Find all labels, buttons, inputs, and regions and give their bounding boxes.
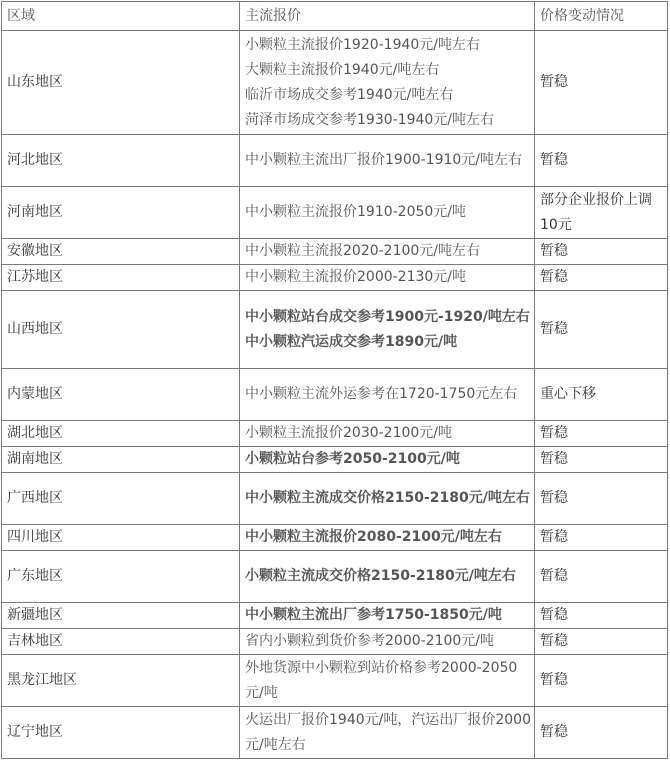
change-cell: 暂稳 <box>535 447 668 473</box>
price-line: 中小颗粒站台成交参考1900元-1920/吨左右 <box>245 308 530 325</box>
price-line: 小颗粒主流成交价格2150-2180元/吨左右 <box>245 568 516 584</box>
table-row <box>2 447 668 473</box>
change-cell: 暂稳 <box>535 473 668 525</box>
header-region: 区域 <box>2 2 240 31</box>
price-line: 火运出厂报价1940元/吨，汽运出厂报价2000元/吨左右 <box>245 711 531 753</box>
price-line: 中小颗粒主流报价2000-2130元/吨 <box>245 269 467 285</box>
change-cell: 暂稳 <box>535 603 668 629</box>
table-header-row <box>2 2 668 31</box>
table-row <box>2 629 668 655</box>
table-row <box>2 473 668 525</box>
region-cell: 黑龙江地区 <box>2 655 240 707</box>
price-line: 省内小颗粒到货价参考2000-2100元/吨 <box>245 633 495 649</box>
region-cell: 辽宁地区 <box>2 707 240 759</box>
price-line: 小颗粒主流报价1920-1940元/吨左右 <box>245 36 481 53</box>
price-line: 小颗粒主流报价2030-2100元/吨 <box>245 425 453 441</box>
price-cell <box>240 421 535 447</box>
region-cell: 河南地区 <box>2 187 240 239</box>
region-cell: 四川地区 <box>2 525 240 551</box>
price-line: 菏泽市场成交参考1930-1940元/吨左右 <box>245 111 495 128</box>
price-line: 中小颗粒主流出厂参考1750-1850元/吨 <box>245 607 502 623</box>
price-line: 大颗粒主流报价1940元/吨左右 <box>245 61 440 78</box>
change-cell: 暂稳 <box>535 31 668 135</box>
table-row <box>2 239 668 265</box>
table-row <box>2 655 668 707</box>
price-cell <box>240 187 535 239</box>
table-row <box>2 525 668 551</box>
price-cell <box>240 369 535 421</box>
table-row <box>2 707 668 759</box>
region-cell: 湖北地区 <box>2 421 240 447</box>
price-cell <box>240 135 535 187</box>
region-cell: 安徽地区 <box>2 239 240 265</box>
header-change: 价格变动情况 <box>535 2 668 31</box>
region-cell: 广西地区 <box>2 473 240 525</box>
table-row <box>2 369 668 421</box>
price-line: 中小颗粒主流报价2080-2100元/吨左右 <box>245 529 502 545</box>
price-cell <box>240 239 535 265</box>
price-cell <box>240 265 535 291</box>
price-line: 中小颗粒汽运成交参考1890元/吨 <box>245 333 458 350</box>
table-row <box>2 135 668 187</box>
price-cell <box>240 525 535 551</box>
table-row <box>2 31 668 135</box>
table-row <box>2 421 668 447</box>
price-cell <box>240 473 535 525</box>
price-cell <box>240 31 535 135</box>
table-row <box>2 265 668 291</box>
price-line: 中小颗粒主流出厂报价1900-1910元/吨左右 <box>245 152 523 168</box>
header-price: 主流报价 <box>240 2 535 31</box>
table-row <box>2 551 668 603</box>
price-cell <box>240 629 535 655</box>
price-cell <box>240 447 535 473</box>
region-cell: 内蒙地区 <box>2 369 240 421</box>
change-cell: 暂稳 <box>535 707 668 759</box>
price-cell <box>240 603 535 629</box>
price-line: 中小颗粒主流报2020-2100元/吨左右 <box>245 243 481 259</box>
price-line: 小颗粒站台参考2050-2100元/吨 <box>245 451 460 467</box>
change-cell: 暂稳 <box>535 291 668 369</box>
change-cell: 暂稳 <box>535 135 668 187</box>
region-cell: 新疆地区 <box>2 603 240 629</box>
region-cell: 河北地区 <box>2 135 240 187</box>
table-row <box>2 603 668 629</box>
price-line: 临沂市场成交参考1940元/吨左右 <box>245 86 454 103</box>
table-row <box>2 291 668 369</box>
change-cell: 暂稳 <box>535 655 668 707</box>
change-cell: 暂稳 <box>535 551 668 603</box>
change-cell: 暂稳 <box>535 629 668 655</box>
region-cell: 湖南地区 <box>2 447 240 473</box>
price-line: 外地货源中小颗粒到站价格参考2000-2050元/吨 <box>245 659 518 701</box>
region-cell: 山东地区 <box>2 31 240 135</box>
change-cell: 暂稳 <box>535 239 668 265</box>
change-cell: 暂稳 <box>535 421 668 447</box>
price-cell <box>240 551 535 603</box>
price-line: 中小颗粒主流报价1910-2050元/吨 <box>245 204 467 220</box>
change-cell: 暂稳 <box>535 265 668 291</box>
price-cell <box>240 291 535 369</box>
change-cell: 重心下移 <box>535 369 668 421</box>
price-cell <box>240 707 535 759</box>
region-cell: 吉林地区 <box>2 629 240 655</box>
region-cell: 广东地区 <box>2 551 240 603</box>
table-row <box>2 187 668 239</box>
price-line: 中小颗粒主流外运参考在1720-1750元左右 <box>245 386 518 402</box>
region-cell: 江苏地区 <box>2 265 240 291</box>
price-line: 中小颗粒主流成交价格2150-2180元/吨左右 <box>245 490 530 506</box>
price-cell <box>240 655 535 707</box>
region-cell: 山西地区 <box>2 291 240 369</box>
price-table <box>1 1 668 759</box>
change-cell: 暂稳 <box>535 525 668 551</box>
change-cell: 部分企业报价上调10元 <box>535 187 668 239</box>
